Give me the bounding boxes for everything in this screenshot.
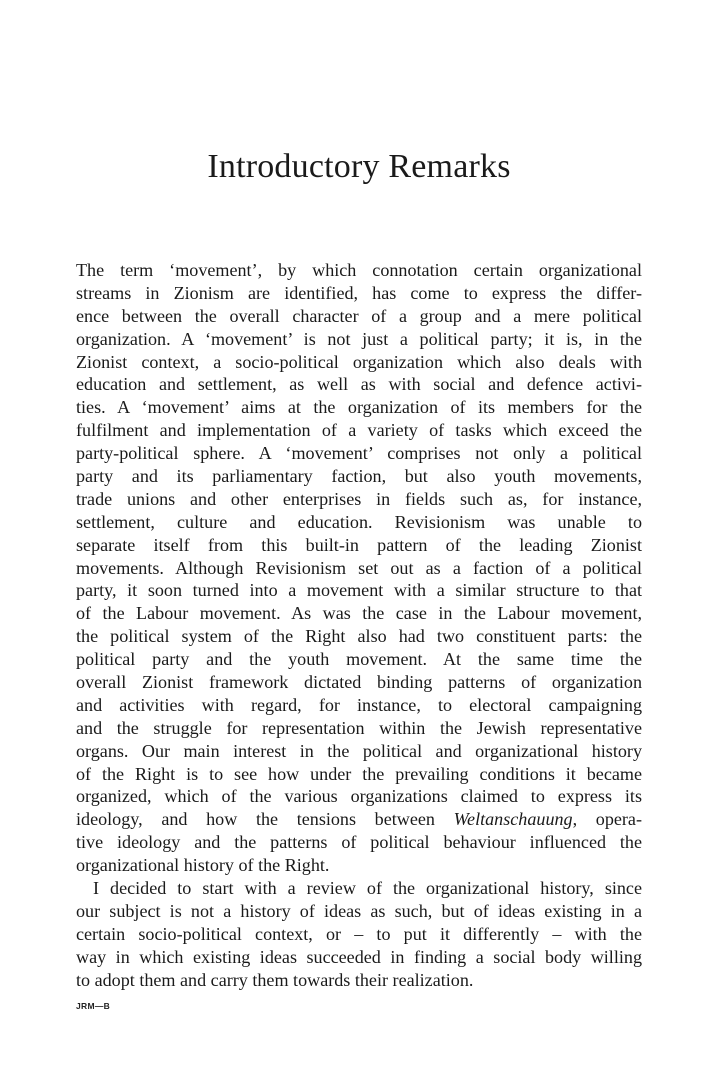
text-line: separate itself from this built-in pattern of the leading Zionist (76, 534, 642, 555)
text-line: Zionist context, a socio-political organization which also deals with (76, 351, 642, 372)
text-line: party, it soon turned into a movement with a similar structure to that (76, 580, 642, 601)
text-line: organization. A ‘movement’ is not just a political party; it is, in the (76, 328, 642, 349)
text-line: settlement, culture and education. Revisionism was unable to (76, 511, 642, 532)
text-line: and activities with regard, for instance, to electoral campaigning (76, 694, 642, 715)
text-line: certain socio-political context, or – to put it differently – with the (76, 923, 642, 944)
text-line: organized, which of the various organizations claimed to express its (76, 786, 642, 807)
text-line: movements. Although Revisionism set out as a faction of a political (76, 557, 642, 578)
text-line: and the struggle for representation within the Jewish representative (76, 717, 642, 738)
text-line: ties. A ‘movement’ aims at the organization of its members for the (76, 397, 642, 418)
text-line: political party and the youth movement. At the same time the (76, 649, 642, 670)
text-line: organs. Our main interest in the political and organizational history (76, 740, 642, 761)
page-title: Introductory Remarks (207, 148, 511, 185)
text-line: of the Right is to see how under the prevailing conditions it became (76, 763, 642, 784)
text-line: ence between the overall character of a group and a mere political (76, 305, 642, 326)
text-line: streams in Zionism are identified, has come to express the differ- (76, 282, 642, 303)
body-text (76, 259, 642, 992)
text-line: I decided to start with a review of the organizational history, since (93, 878, 642, 899)
text-line (76, 808, 642, 831)
text-line: party-political sphere. A ‘movement’ comprises not only a political (76, 443, 642, 464)
text-line: the political system of the Right also had two constituent parts: the (76, 626, 642, 647)
text-fragment: , opera- (572, 809, 642, 830)
text-line: to adopt them and carry them towards their realization. (76, 969, 474, 990)
text-line: way in which existing ideas succeeded in finding a social body willing (76, 946, 642, 967)
text-line: trade unions and other enterprises in fields such as, for instance, (76, 488, 642, 509)
text-line: The term ‘movement’, by which connotation certain organizational (76, 260, 642, 280)
text-line: education and settlement, as well as with social and defence activi- (76, 374, 642, 395)
text-line: fulfilment and implementation of a variety of tasks which exceed the (76, 420, 642, 441)
text-fragment: ideology, and how the tensions between (76, 809, 454, 830)
text-line: party and its parliamentary faction, but also youth movements, (76, 466, 642, 487)
text-line: tive ideology and the patterns of political behaviour influenced the (76, 832, 642, 853)
text-line: overall Zionist framework dictated binding patterns of organization (76, 672, 642, 693)
text-line: our subject is not a history of ideas as such, but of ideas existing in a (76, 900, 642, 921)
text-line: organizational history of the Right. (76, 855, 330, 876)
text-line: of the Labour movement. As was the case in the Labour movement, (76, 603, 642, 624)
printer-signature-mark: JRM—B (76, 1001, 111, 1011)
italic-term: Weltanschauung (453, 809, 573, 830)
